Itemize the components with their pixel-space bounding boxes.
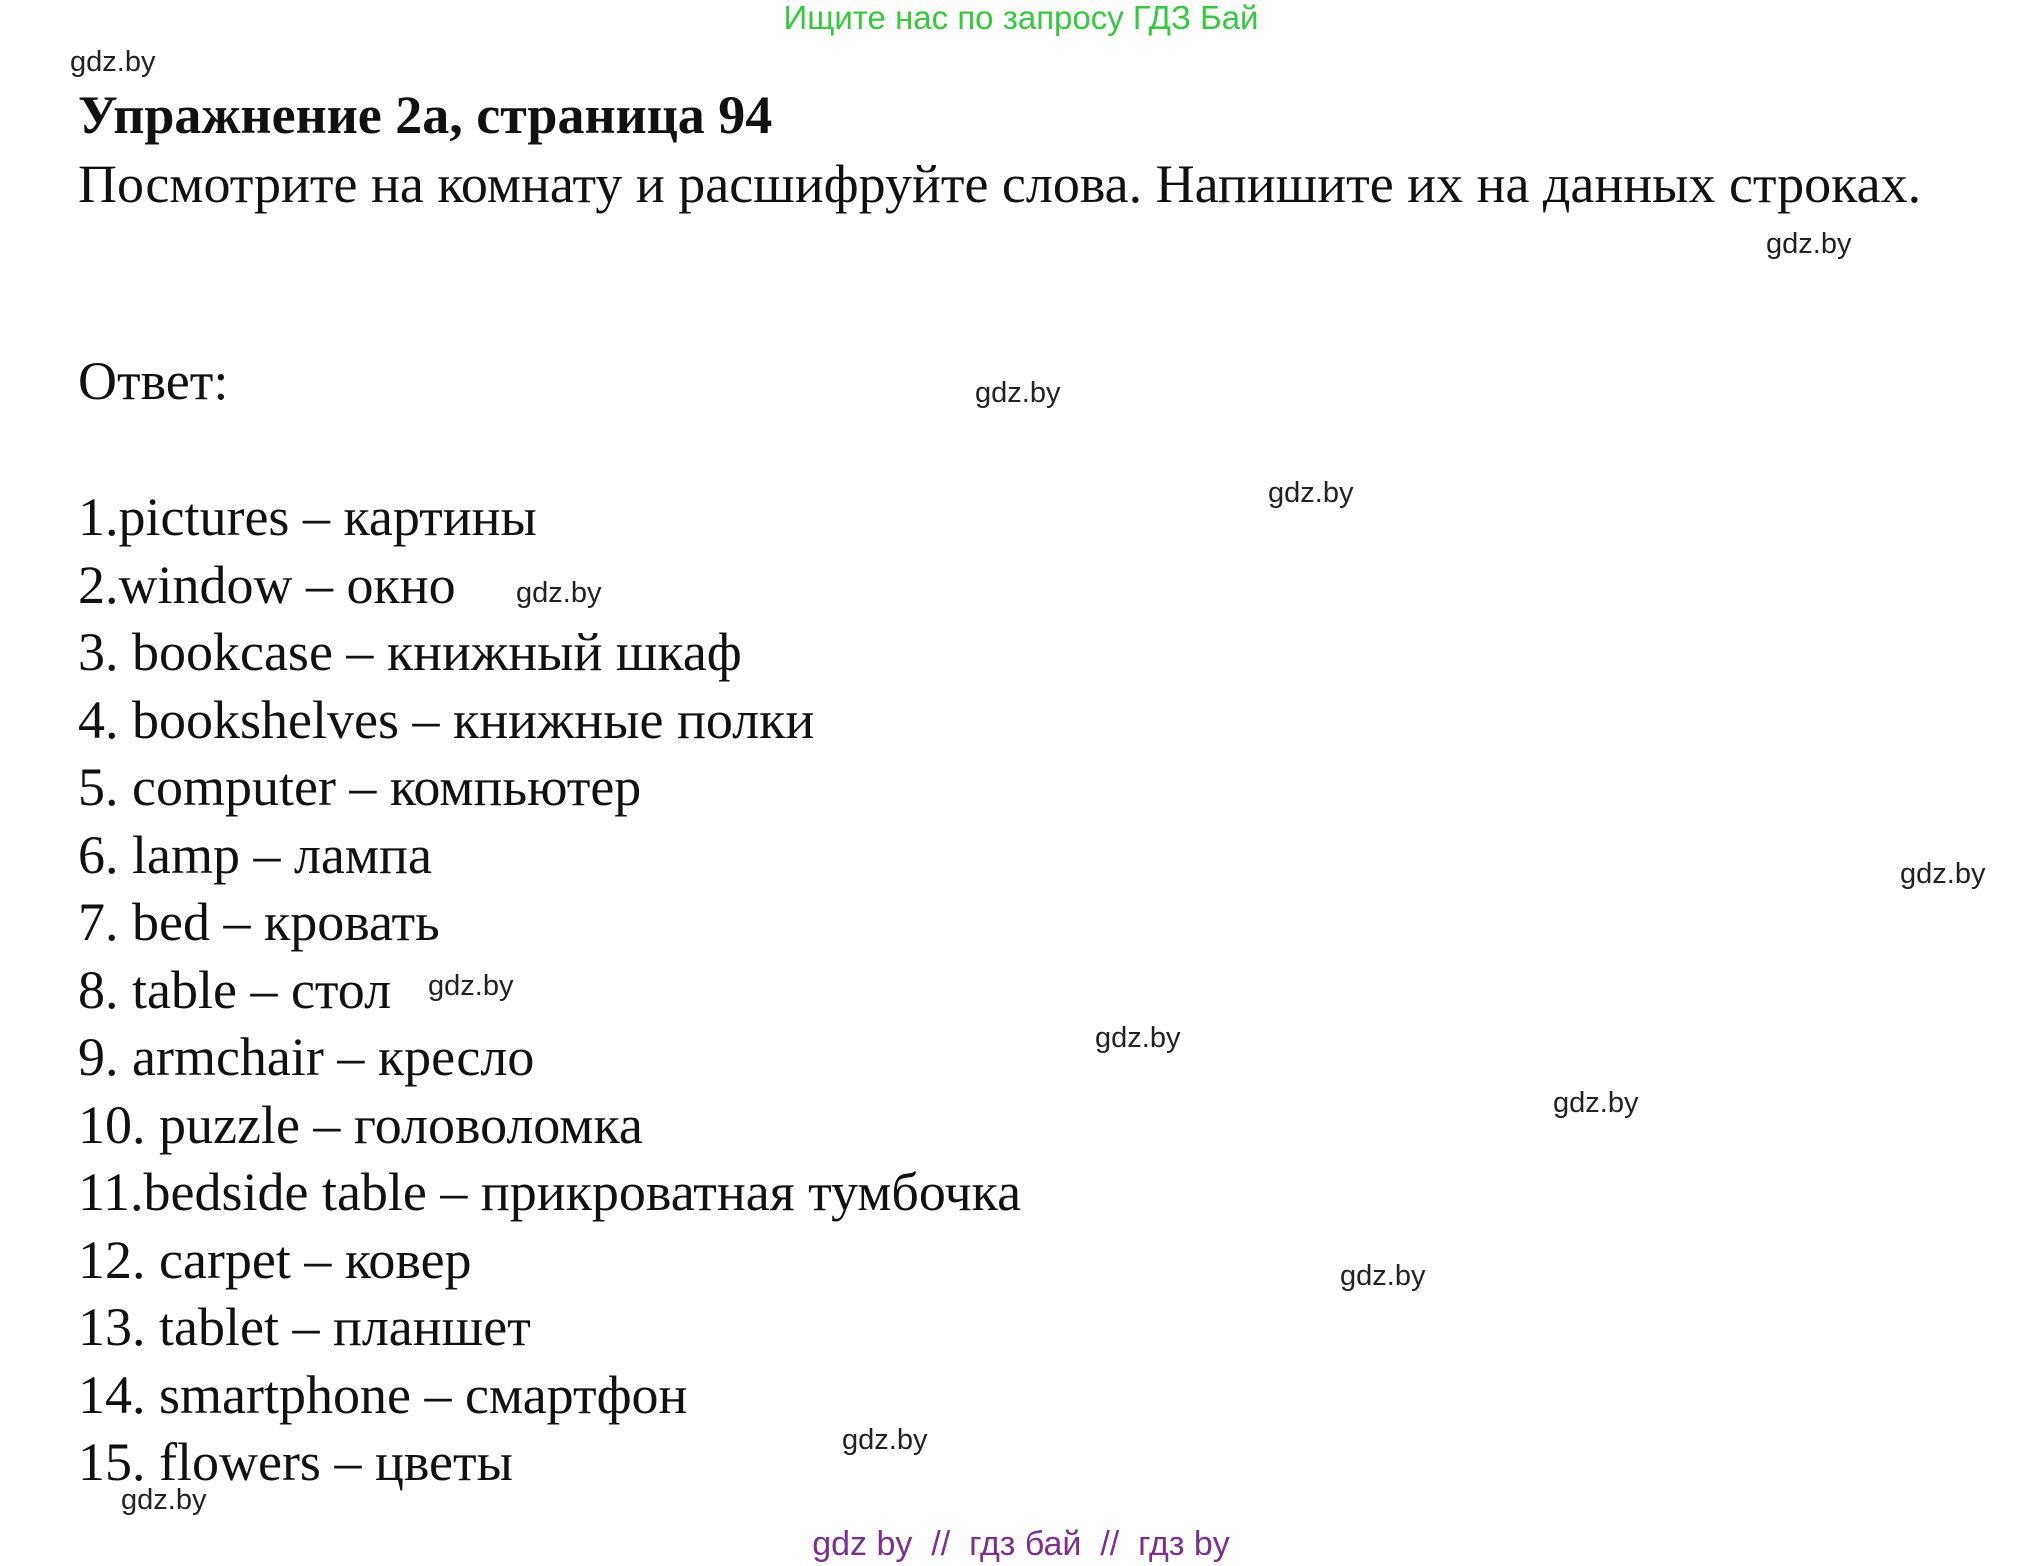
- answer-item: 1.pictures – картины: [78, 487, 537, 547]
- watermark: gdz.by: [1553, 1087, 1639, 1119]
- watermark: gdz.by: [1766, 228, 1852, 260]
- answer-item: 12. carpet – ковер: [78, 1229, 472, 1290]
- watermark: gdz.by: [428, 970, 514, 1002]
- answer-item: 15. flowers – цветы: [78, 1432, 513, 1492]
- watermark: gdz.by: [1900, 858, 1986, 890]
- watermark: gdz.by: [975, 377, 1061, 409]
- answer-item: 8. table – стол: [78, 959, 392, 1020]
- answer-item: 6. lamp – лампа: [78, 824, 432, 885]
- watermark: gdz.by: [1268, 477, 1354, 509]
- watermark: gdz.by: [516, 577, 602, 609]
- exercise-instruction: Посмотрите на комнату и расшифруйте слова. Напишите их на данных строках.: [78, 154, 1922, 214]
- answer-item: 4. bookshelves – книжные полки: [78, 689, 815, 750]
- answer-item: 11.bedside table – прикроватная тумбочка: [78, 1162, 1022, 1222]
- footer-links[interactable]: gdz by // гдз бай // гдз by: [812, 1525, 1230, 1563]
- top-banner: Ищите нас по запросу ГДЗ Бай: [783, 0, 1259, 36]
- watermark: gdz.by: [1095, 1022, 1181, 1054]
- answer-item: 14. smartphone – смартфон: [78, 1364, 688, 1425]
- watermark: gdz.by: [1340, 1260, 1426, 1292]
- answer-item: 2.window – окно: [78, 554, 456, 615]
- answer-label: Ответ:: [78, 351, 229, 411]
- watermark: gdz.by: [842, 1424, 928, 1456]
- exercise-title: Упражнение 2а, страница 94: [78, 85, 773, 145]
- answer-item: 3. bookcase – книжный шкаф: [78, 622, 742, 682]
- watermark: gdz.by: [121, 1484, 207, 1516]
- answer-item: 7. bed – кровать: [78, 892, 440, 952]
- answer-item: 10. puzzle – головоломка: [78, 1094, 643, 1155]
- answer-list: [78, 484, 1021, 1497]
- answer-item: 13. tablet – планшет: [78, 1297, 531, 1357]
- answer-item: 9. armchair – кресло: [78, 1027, 535, 1087]
- answer-item: 5. computer – компьютер: [78, 757, 642, 817]
- watermark: gdz.by: [70, 46, 156, 78]
